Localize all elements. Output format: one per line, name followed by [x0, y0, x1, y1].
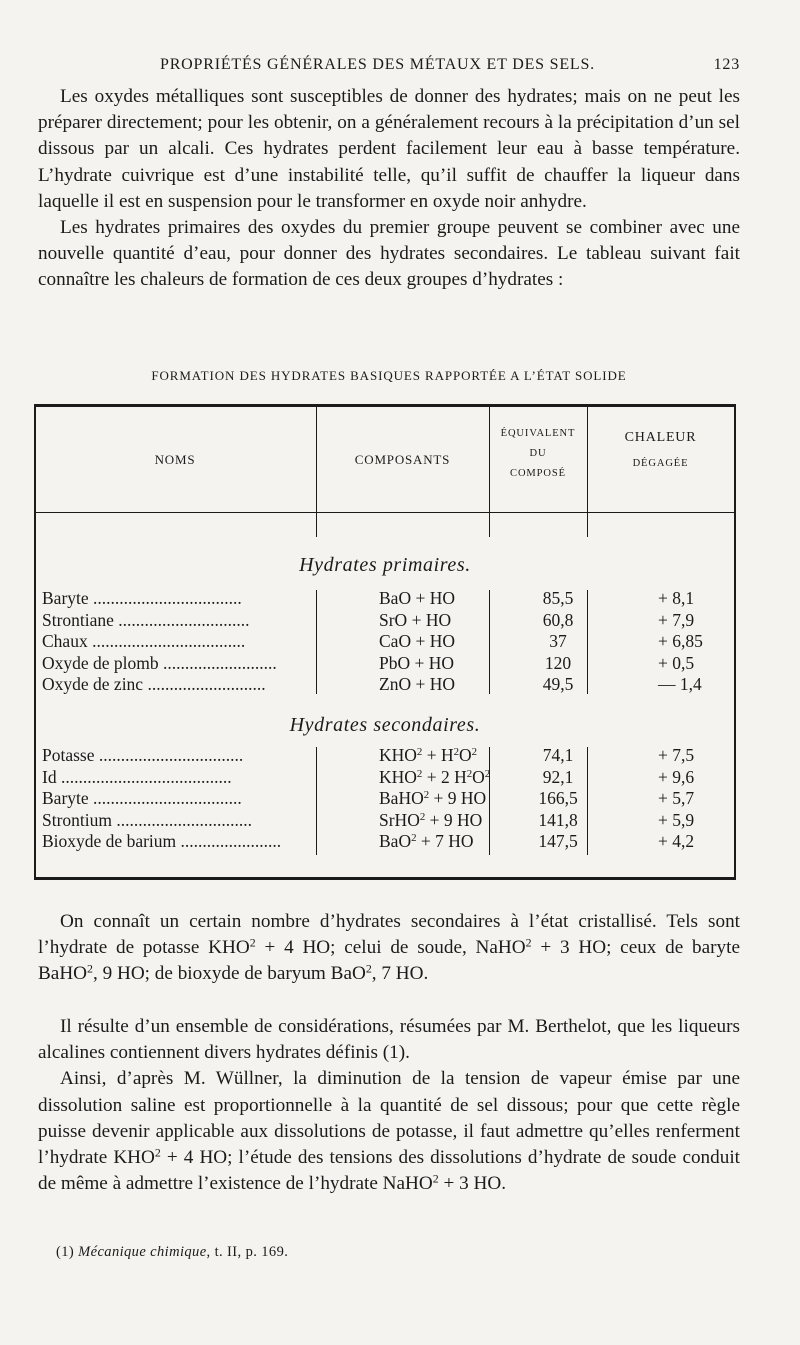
row-name: Id .......................................: [42, 766, 232, 787]
page-header: [38, 56, 740, 78]
paragraph: Les oxydes métalliques sont susceptibles de donner des hydrates; mais on ne peut les préparer directement; pour les obtenir, on a généralement recours à la précipitation d’un sel dissous par un alcali. Ces hydrates perdent facilement leur eau à basse température. L’hydrate cuivrique est d’une instabilité telle, qu’il suffit de chauffer la liqueur dans laquelle il est en suspension pour le transformer en oxyde noir anhydre.: [38, 86, 740, 212]
table-bottom-rule: [34, 877, 736, 880]
row-heat: + 0,5: [658, 652, 695, 673]
row-components: PbO + HO: [379, 652, 455, 673]
footnote-rest: , t. II, p. 169.: [206, 1244, 289, 1260]
row-components: $KHO^2 + 2$ $H^2O^2$: [379, 766, 491, 787]
row-heat: + 9,6: [658, 766, 695, 787]
row-name: Strontium ...............................: [42, 809, 253, 830]
column-divider: [316, 407, 317, 537]
row-name: Potasse .................................: [42, 745, 244, 765]
hydrates-table: [34, 404, 736, 880]
row-name: Chaux ...................................: [42, 631, 246, 651]
row-equivalent: 60,8: [542, 609, 574, 630]
row-components: $KHO^2 + H^2O^2$: [379, 745, 478, 765]
section-title-secondary: Hydrates secondaires.: [289, 714, 481, 736]
intro-text: [38, 84, 740, 294]
table-caption: FORMATION DES HYDRATES BASIQUES RAPPORTÉE A L’ÉTAT SOLIDE: [151, 368, 627, 383]
paragraph: Les hydrates primaires des oxydes du premier groupe peuvent se combiner avec une nouvelle quantité d’eau, pour donner des hydrates secondaires. Le tableau suivant fait connaître les chaleurs de formation de ces deux groupes d’hydrates :: [38, 217, 740, 291]
row-heat: + 5,7: [658, 788, 695, 808]
paragraph: Il résulte d’un ensemble de considérations, résumées par M. Berthelot, que les liqueurs alcalines contiennent divers hydrates définis (1).: [38, 1016, 740, 1064]
row-heat: + 7,9: [658, 609, 695, 630]
header-equivalent-line: ÉQUIVALENT: [500, 428, 576, 439]
header-equivalent-line: DU: [529, 448, 547, 459]
row-components: SrHO$^2$ + 9 HO: [379, 809, 483, 830]
table-left-border: [34, 404, 36, 880]
header-chaleur-line: DÉGAGÉE: [632, 458, 689, 469]
header-rule: [34, 512, 736, 513]
paragraph: On connaît un certain nombre d’hydrates secondaires à l’état cristallisé. Tels sont l’hydrate de potasse $KHO^2 + 4$ HO; celui de soude, NaHO$^2$ + 3 HO; ceux de baryte BaHO$^2$, 9 HO; de bioxyde de baryum BaO$^2$, 7 HO.: [38, 911, 740, 985]
footnote-title: Mécanique chimique: [78, 1244, 207, 1260]
row-name: Baryte ..................................: [42, 788, 242, 808]
footnote: [56, 1244, 288, 1261]
row-equivalent: 49,5: [542, 674, 574, 694]
footnote-marker: (1): [56, 1244, 75, 1260]
row-equivalent: 37: [549, 631, 567, 651]
row-equivalent: 74,1: [542, 745, 574, 765]
row-name: Oxyde de zinc ...........................: [42, 674, 266, 694]
row-heat: — 1,4: [658, 674, 702, 694]
row-equivalent: 166,5: [538, 788, 578, 808]
row-equivalent: 120: [544, 652, 572, 673]
row-name: Oxyde de plomb ..........................: [42, 652, 277, 673]
conclusion-text: [38, 1014, 740, 1197]
row-components: BaHO$^2$ + 9 HO: [379, 788, 487, 808]
row-name: Bioxyde de barium .......................: [42, 831, 282, 851]
row-heat: + 8,1: [658, 588, 695, 608]
row-equivalent: 147,5: [538, 831, 578, 851]
header-chaleur: [587, 430, 734, 474]
row-components: BaO + HO: [379, 588, 455, 608]
page-number: 123: [713, 56, 740, 73]
table-top-rule: [34, 404, 736, 407]
row-components: ZnO + HO: [379, 674, 455, 694]
header-chaleur-line: CHALEUR: [624, 430, 697, 445]
header-noms: NOMS: [154, 452, 196, 467]
header-composants: COMPOSANTS: [354, 452, 451, 467]
row-name: Baryte ..................................: [42, 588, 242, 608]
row-components: BaO$^2$ + 7 HO: [379, 831, 474, 851]
header-equivalent: [489, 424, 587, 484]
row-heat: + 4,2: [658, 831, 695, 851]
row-components: CaO + HO: [379, 631, 455, 651]
running-title: PROPRIÉTÉS GÉNÉRALES DES MÉTAUX ET DES SELS.: [160, 56, 595, 73]
header-equivalent-line: COMPOSÉ: [510, 468, 566, 479]
section-title-primary: Hydrates primaires.: [299, 554, 471, 576]
row-heat: + 7,5: [658, 745, 695, 765]
row-name: Strontiane ..............................: [42, 609, 250, 630]
crystal-hydrates-text: [38, 909, 740, 988]
row-heat: + 5,9: [658, 809, 695, 830]
row-heat: + 6,85: [658, 631, 703, 651]
row-equivalent: 85,5: [542, 588, 574, 608]
paragraph: Ainsi, d’après M. Wüllner, la diminution de la tension de vapeur émise par une dissolution saline est proportionnelle à la quantité de sel dissous; pour que cette règle puisse devenir applicable aux dissolutions de potasse, il faut admettre qu’elles renferment l’hydrate $KHO^2 + 4$ HO; l’étude des tensions des dissolutions d’hydrate de soude conduit de même à admettre l’existence de l’hydrate NaHO$^2$ + 3 HO.: [38, 1068, 740, 1195]
row-equivalent: 141,8: [538, 809, 578, 830]
row-components: SrO + HO: [379, 609, 452, 630]
row-equivalent: 92,1: [542, 766, 574, 787]
